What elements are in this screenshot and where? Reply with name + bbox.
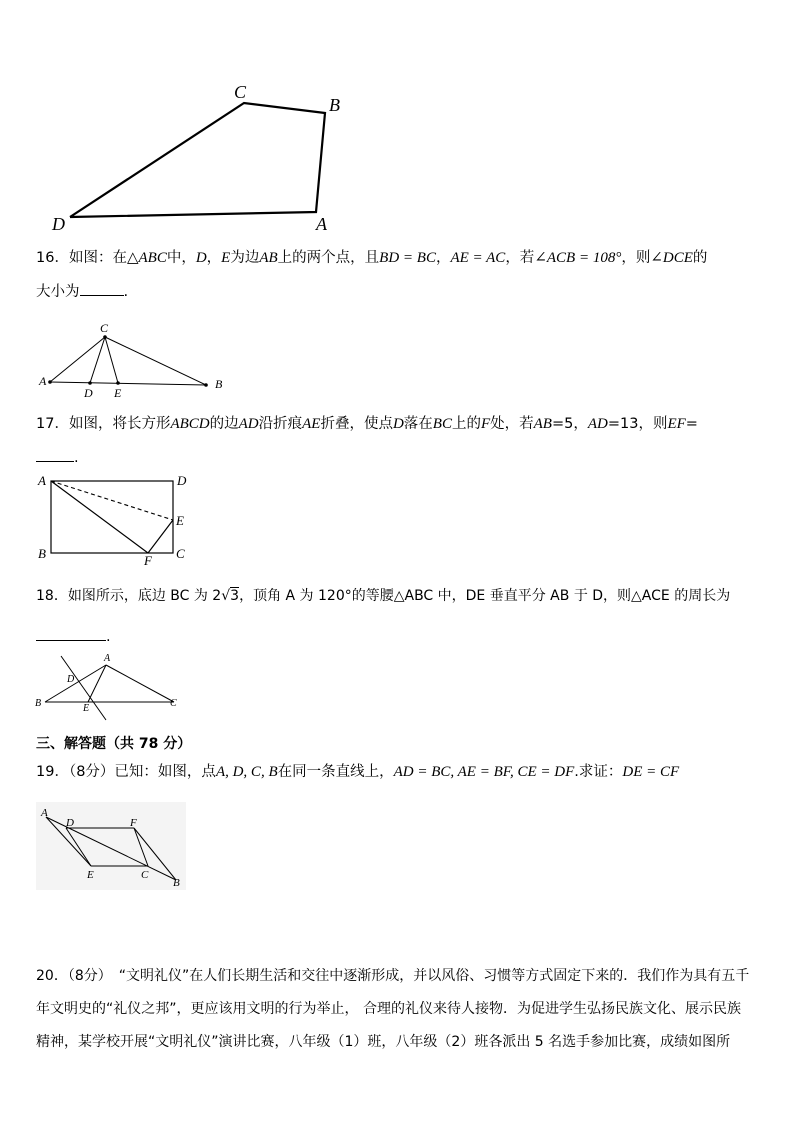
vertex-label-c: C (170, 698, 177, 709)
q17-math: AD (587, 416, 608, 432)
vertex-label-c: C (234, 82, 247, 102)
q18-line2 (36, 626, 760, 647)
q16-text: ，若 (505, 250, 535, 266)
q16-text: ， (206, 250, 222, 266)
vertex-label-c: C (176, 546, 185, 561)
q16-math: △ABC (126, 250, 167, 266)
vertex-label-a: A (38, 473, 46, 488)
q16-text: 大小为 (36, 284, 80, 300)
q17-text: 上的 (451, 416, 481, 432)
vertex-label-b: B (329, 95, 340, 115)
q16-math: E (221, 250, 231, 266)
q16-text: 的 (692, 250, 708, 266)
q18-line1 (36, 586, 760, 606)
vertex-label-e: E (83, 703, 90, 714)
vertex-label-c: C (141, 869, 149, 881)
vertex-label-e: E (176, 513, 184, 528)
q16-text: ， (435, 250, 451, 266)
vertex-label-d: D (84, 386, 93, 400)
vertex-label-d: D (66, 817, 74, 829)
q17-text: = (685, 416, 698, 432)
q16-triangle-figure (34, 318, 234, 400)
q18-triangle-figure (32, 648, 192, 722)
vertex-label-a: A (104, 653, 111, 664)
q16-text: 上的两个点，且 (277, 250, 380, 266)
q18-text: 如图所示，底边 BC 为 2 (67, 588, 222, 604)
vertex-label-d: D (52, 214, 65, 234)
quadrilateral-figure (40, 78, 360, 238)
vertex-label-b: B (173, 877, 180, 889)
q17-math: ABCD (170, 416, 210, 432)
vertex-label-b: B (38, 546, 46, 561)
q16-number: 16． (36, 250, 69, 266)
q17-math: AE (302, 416, 321, 432)
q17-math: EF (667, 416, 686, 432)
q17-text: 沿折痕 (258, 416, 303, 432)
q19-number: 19． (36, 764, 69, 780)
q19-math: DE = CF (622, 764, 680, 780)
q17-math: F (480, 416, 491, 432)
q17-text: . (74, 450, 79, 466)
q17-line1 (36, 414, 760, 434)
q16-math: ∠ACB = 108° (534, 250, 622, 266)
q16-math: D (195, 250, 207, 266)
q17-text: 处，若 (490, 416, 534, 432)
q17-math: D (392, 416, 404, 432)
q16-text: 中， (166, 250, 196, 266)
section-heading: 三、解答题（共 78 分） (36, 736, 192, 752)
q16-math: BD = BC (379, 250, 436, 266)
vertex-label-f: F (130, 817, 137, 829)
q17-text: 折叠，使点 (320, 416, 393, 432)
q16-text: 如图：在 (68, 250, 127, 266)
sqrt-symbol: √ (221, 588, 231, 604)
q16-math: AB (259, 250, 278, 266)
vertex-label-a: A (39, 374, 47, 388)
q17-rectangle-figure (34, 470, 204, 566)
q17-number: 17． (36, 416, 69, 432)
q19-text: .求证： (574, 764, 623, 780)
answer-blank[interactable] (80, 281, 124, 296)
q18-text: ，顶角 A 为 120°的等腰△ABC 中，DE 垂直平分 AB 于 D，则△ACE 的周长为 (239, 588, 731, 604)
q17-math: AD (238, 416, 259, 432)
q17-math: BC (432, 416, 452, 432)
q17-text: 的边 (209, 416, 239, 432)
vertex-label-c: C (100, 321, 109, 335)
answer-blank[interactable] (36, 447, 74, 462)
q16-math: AE = AC (450, 250, 506, 266)
vertex-label-a: A (316, 214, 327, 234)
q19-parallelogram-figure (36, 802, 186, 890)
vertex-label-d: D (177, 473, 187, 488)
q18-radicand: 3 (230, 588, 240, 604)
q16-line1 (36, 248, 760, 268)
q19-math: A, D, C, B (215, 764, 278, 780)
vertex-label-b: B (215, 377, 223, 391)
q19-line1 (36, 762, 760, 782)
q19-text: （8分）已知：如图，点 (68, 764, 216, 780)
q17-text: 如图，将长方形 (68, 416, 171, 432)
q20-line2: 年文明史的“礼仪之邦”，更应该用文明的行为举止， 合理的礼仪来待人接物．为促进学生弘扬民族文化、展示民族 (36, 1001, 741, 1017)
q20-line3: 精神，某学校开展“文明礼仪”演讲比赛，八年级（1）班，八年级（2）班各派出 5 名选手参加比赛，成绩如图所 (36, 1034, 731, 1050)
q17-math: AB (533, 416, 552, 432)
q16-text: ，则 (621, 250, 651, 266)
q16-line2 (36, 281, 760, 302)
q17-text: 落在 (403, 416, 433, 432)
q16-text: . (123, 284, 129, 300)
q20-line1: 20．（8分） “文明礼仪”在人们长期生活和交往中逐渐形成，并以风俗、习惯等方式固定下来的．我们作为具有五千 (36, 968, 750, 984)
q16-math: ∠DCE (650, 250, 693, 266)
q18-text: . (106, 629, 111, 645)
q17-text: =5， (551, 416, 588, 432)
answer-blank[interactable] (36, 626, 106, 641)
q17-line2 (36, 447, 760, 468)
vertex-label-d: D (67, 674, 75, 685)
vertex-label-a: A (41, 807, 48, 819)
vertex-label-b: B (35, 698, 42, 709)
q19-text: 在同一条直线上， (277, 764, 394, 780)
q17-text: =13，则 (607, 416, 668, 432)
q19-math: AD = BC, AE = BF, CE = DF (393, 764, 575, 780)
q16-text: 为边 (230, 250, 260, 266)
vertex-label-e: E (114, 386, 122, 400)
vertex-label-f: F (144, 553, 152, 566)
q18-number: 18． (36, 588, 68, 604)
vertex-label-e: E (87, 869, 94, 881)
